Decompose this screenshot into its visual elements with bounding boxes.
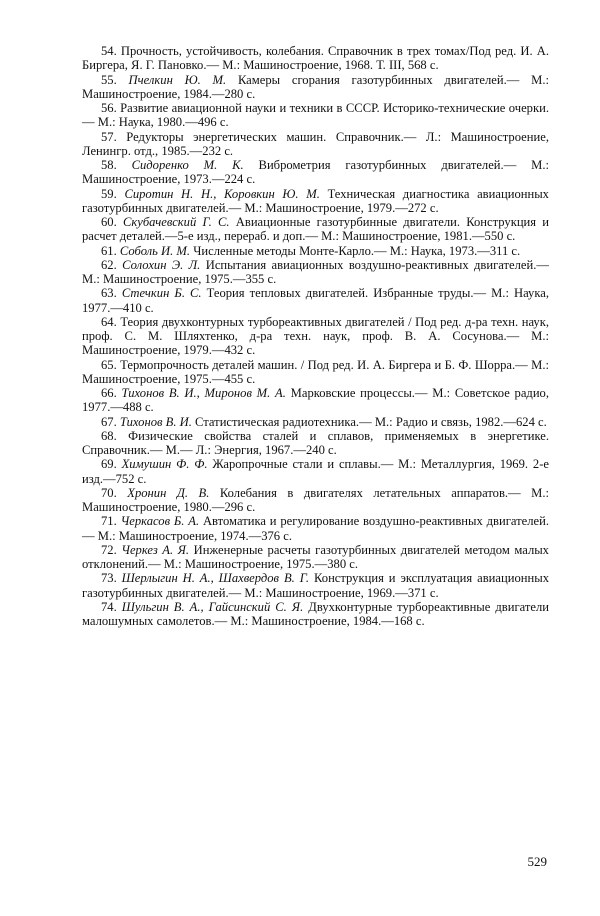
- reference-author: Соболь И. М.: [119, 243, 191, 258]
- reference-number: 69.: [101, 457, 117, 472]
- reference-number: 59.: [101, 186, 117, 201]
- reference-item: [82, 158, 549, 187]
- reference-author: Химушин Ф. Ф.: [121, 457, 208, 472]
- reference-number: 54.: [101, 44, 117, 58]
- reference-text: Физические свойства сталей и сплавов, применяемых в энергетике. Справочник.— М.— Л.: Энергия, 1967.—240 с.: [82, 428, 549, 457]
- reference-number: 57.: [101, 129, 117, 144]
- reference-text: Автоматика и регулирование воздушно-реактивных двигателей.— М.: Машиностроение, 1974.—376 с.: [82, 514, 550, 543]
- reference-number: 61.: [101, 243, 117, 258]
- reference-item: [82, 187, 549, 216]
- reference-item: [82, 457, 549, 486]
- reference-text: Редукторы энергетических машин. Справочник.— Л.: Машиностроение, Ленингр. отд., 1985.—232 с.: [82, 129, 549, 158]
- reference-item: [82, 244, 549, 258]
- page-number: 529: [527, 854, 547, 869]
- reference-text: Виброметрия газотурбинных двигателей.— М.: Машиностроение, 1973.—224 с.: [82, 158, 549, 187]
- reference-author: Солохин Э. Л.: [122, 257, 201, 272]
- reference-item: [82, 101, 549, 130]
- reference-number: 58.: [101, 158, 117, 172]
- reference-item: [82, 486, 549, 515]
- reference-item: [82, 130, 549, 159]
- reference-author: Черкез А. Я.: [121, 542, 190, 557]
- reference-item: [82, 429, 549, 458]
- reference-item: [82, 358, 549, 387]
- reference-number: 65.: [101, 357, 117, 372]
- reference-list: [82, 44, 549, 628]
- reference-number: 62.: [101, 257, 117, 272]
- reference-author: Черкасов Б. А.: [120, 514, 200, 529]
- reference-author: Пчелкин Ю. М.: [128, 72, 227, 87]
- reference-author: Хронин Д. В.: [127, 485, 210, 500]
- reference-item: [82, 44, 549, 73]
- reference-item: [82, 215, 549, 244]
- reference-text: Колебания в двигателях летательных аппаратов.— М.: Машиностроение, 1980.—296 с.: [82, 485, 549, 514]
- reference-number: 74.: [101, 599, 117, 614]
- reference-text: Авиационные газотурбинные двигатели. Конструкция и расчет деталей.—5-е изд., перераб. и доп.— М.: Машиностроение, 1981.—550 с.: [82, 215, 550, 244]
- reference-number: 70.: [101, 485, 117, 500]
- reference-item: [82, 600, 549, 629]
- reference-number: 55.: [101, 72, 117, 87]
- reference-number: 71.: [101, 514, 117, 529]
- reference-item: [82, 415, 549, 429]
- reference-text: Термопрочность деталей машин. / Под ред. И. А. Биргера и Б. Ф. Шорра.— М.: Машиностроение, 1975.—455 с.: [82, 357, 549, 386]
- reference-text: Двухконтурные турбореактивные двигатели малошумных самолетов.— М.: Машиностроение, 1984.—168 с.: [82, 599, 549, 628]
- reference-author: Тихонов В. И.: [119, 414, 192, 429]
- reference-text: Статистическая радиотехника.— М.: Радио и связь, 1982.—624 с.: [195, 414, 547, 429]
- reference-author: Шерлыгин Н. А., Шахвердов В. Г.: [121, 571, 310, 586]
- reference-item: [82, 315, 549, 358]
- reference-author: Скубачевский Г. С.: [122, 215, 230, 229]
- reference-number: 72.: [101, 542, 117, 557]
- reference-item: [82, 258, 549, 287]
- reference-author: Сидоренко М. К.: [131, 158, 244, 172]
- reference-author: Шульгин В. А., Гайсинский С. Я.: [121, 599, 304, 614]
- reference-number: 63.: [101, 286, 117, 301]
- reference-item: [82, 73, 549, 102]
- reference-text: Камеры сгорания газотурбинных двигателей.— М.: Машиностроение, 1984.—280 с.: [82, 72, 549, 101]
- reference-number: 73.: [101, 571, 117, 586]
- reference-author: Сиротин Н. Н., Коровкин Ю. М.: [124, 186, 320, 201]
- reference-number: 56.: [101, 101, 117, 115]
- reference-item: [82, 386, 549, 415]
- reference-text: Прочность, устойчивость, колебания. Справочник в трех томах/Под ред. И. А. Биргера, Я. Г. Пановко.— М.: Машиностроение, 1968. Т. III, 568 с.: [82, 44, 549, 73]
- reference-text: Испытания авиационных воздушно-реактивных двигателей.— М.: Машиностроение, 1975.—355 с.: [82, 257, 549, 286]
- reference-text: Марковские процессы.— М.: Советское радио, 1977.—488 с.: [82, 386, 549, 415]
- reference-text: Теория тепловых двигателей. Избранные труды.— М.: Наука, 1977.—410 с.: [82, 286, 550, 315]
- reference-text: Численные методы Монте-Карло.— М.: Наука, 1973.—311 с.: [193, 243, 521, 258]
- reference-item: [82, 543, 549, 572]
- reference-text: Конструкция и эксплуатация авиационных газотурбинных двигателей.— М.: Машиностроение, 1969.—371 с.: [82, 571, 549, 600]
- reference-number: 66.: [101, 386, 117, 400]
- reference-text: Развитие авиационной науки и техники в СССР. Историко-технические очерки.— М.: Наука, 1980.—496 с.: [82, 101, 549, 130]
- reference-number: 68.: [101, 428, 117, 443]
- reference-item: [82, 571, 549, 600]
- reference-text: Техническая диагностика авиационных газотурбинных двигателей.— М.: Машиностроение, 1979.—272 с.: [82, 186, 549, 215]
- reference-text: Инженерные расчеты газотурбинных двигателей методом малых отклонений.— М.: Машиностроение, 1975.—380 с.: [82, 542, 549, 571]
- reference-number: 60.: [101, 215, 117, 229]
- reference-text: Жаропрочные стали и сплавы.— М.: Металлургия, 1969. 2-е изд.—752 с.: [82, 457, 549, 486]
- reference-number: 67.: [101, 414, 117, 429]
- reference-number: 64.: [101, 314, 117, 329]
- reference-item: [82, 286, 549, 315]
- reference-item: [82, 514, 549, 543]
- reference-author: Стечкин Б. С.: [121, 286, 202, 301]
- reference-text: Теория двухконтурных турбореактивных двигателей / Под ред. д-ра техн. наук, проф. С. М. Шляхтенко, д-ра техн. наук, проф. В. А. Сосунова.— М.: Машиностроение, 1979.—432 с.: [82, 314, 549, 358]
- reference-author: Тихонов В. И., Миронов М. А.: [121, 386, 286, 400]
